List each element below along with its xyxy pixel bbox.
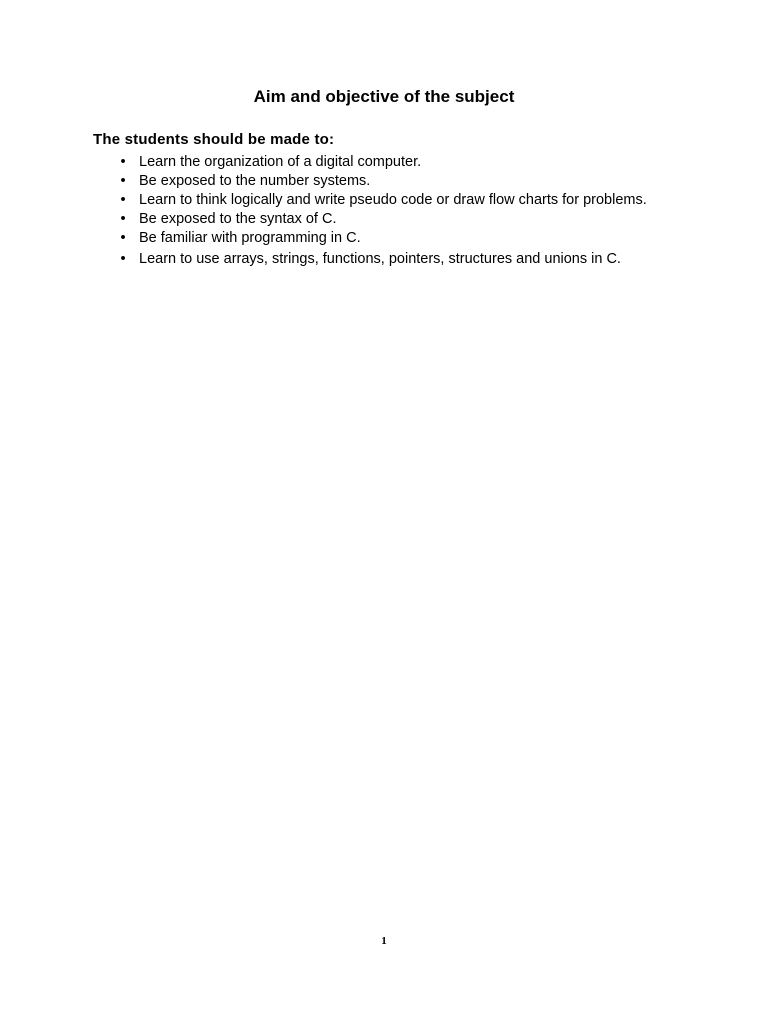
list-item-text: Learn the organization of a digital computer. [139, 154, 422, 170]
list-item-text: Be exposed to the number systems. [139, 173, 371, 189]
list-item [120, 210, 674, 229]
bullet-icon: • [120, 230, 126, 246]
list-item [120, 172, 674, 191]
list-item-text: Be familiar with programming in C. [139, 230, 361, 246]
list-item [120, 153, 674, 172]
page-title: Aim and objective of the subject [253, 87, 515, 106]
bullet-icon: • [120, 211, 126, 227]
bullet-icon: • [120, 251, 126, 267]
list-item-text: Learn to think logically and write pseudo code or draw flow charts for problems. [139, 192, 647, 208]
objectives-list [120, 153, 674, 270]
intro-heading: The students should be made to: [93, 131, 335, 148]
bullet-icon: • [120, 192, 126, 208]
list-item [120, 248, 674, 270]
list-item [120, 191, 674, 210]
list-item [120, 229, 674, 248]
page-number: 1 [381, 935, 387, 947]
list-item-text: Be exposed to the syntax of C. [139, 211, 337, 227]
bullet-icon: • [120, 173, 126, 189]
bullet-icon: • [120, 154, 126, 170]
list-item-text: Learn to use arrays, strings, functions, pointers, structures and unions in C. [139, 251, 621, 267]
